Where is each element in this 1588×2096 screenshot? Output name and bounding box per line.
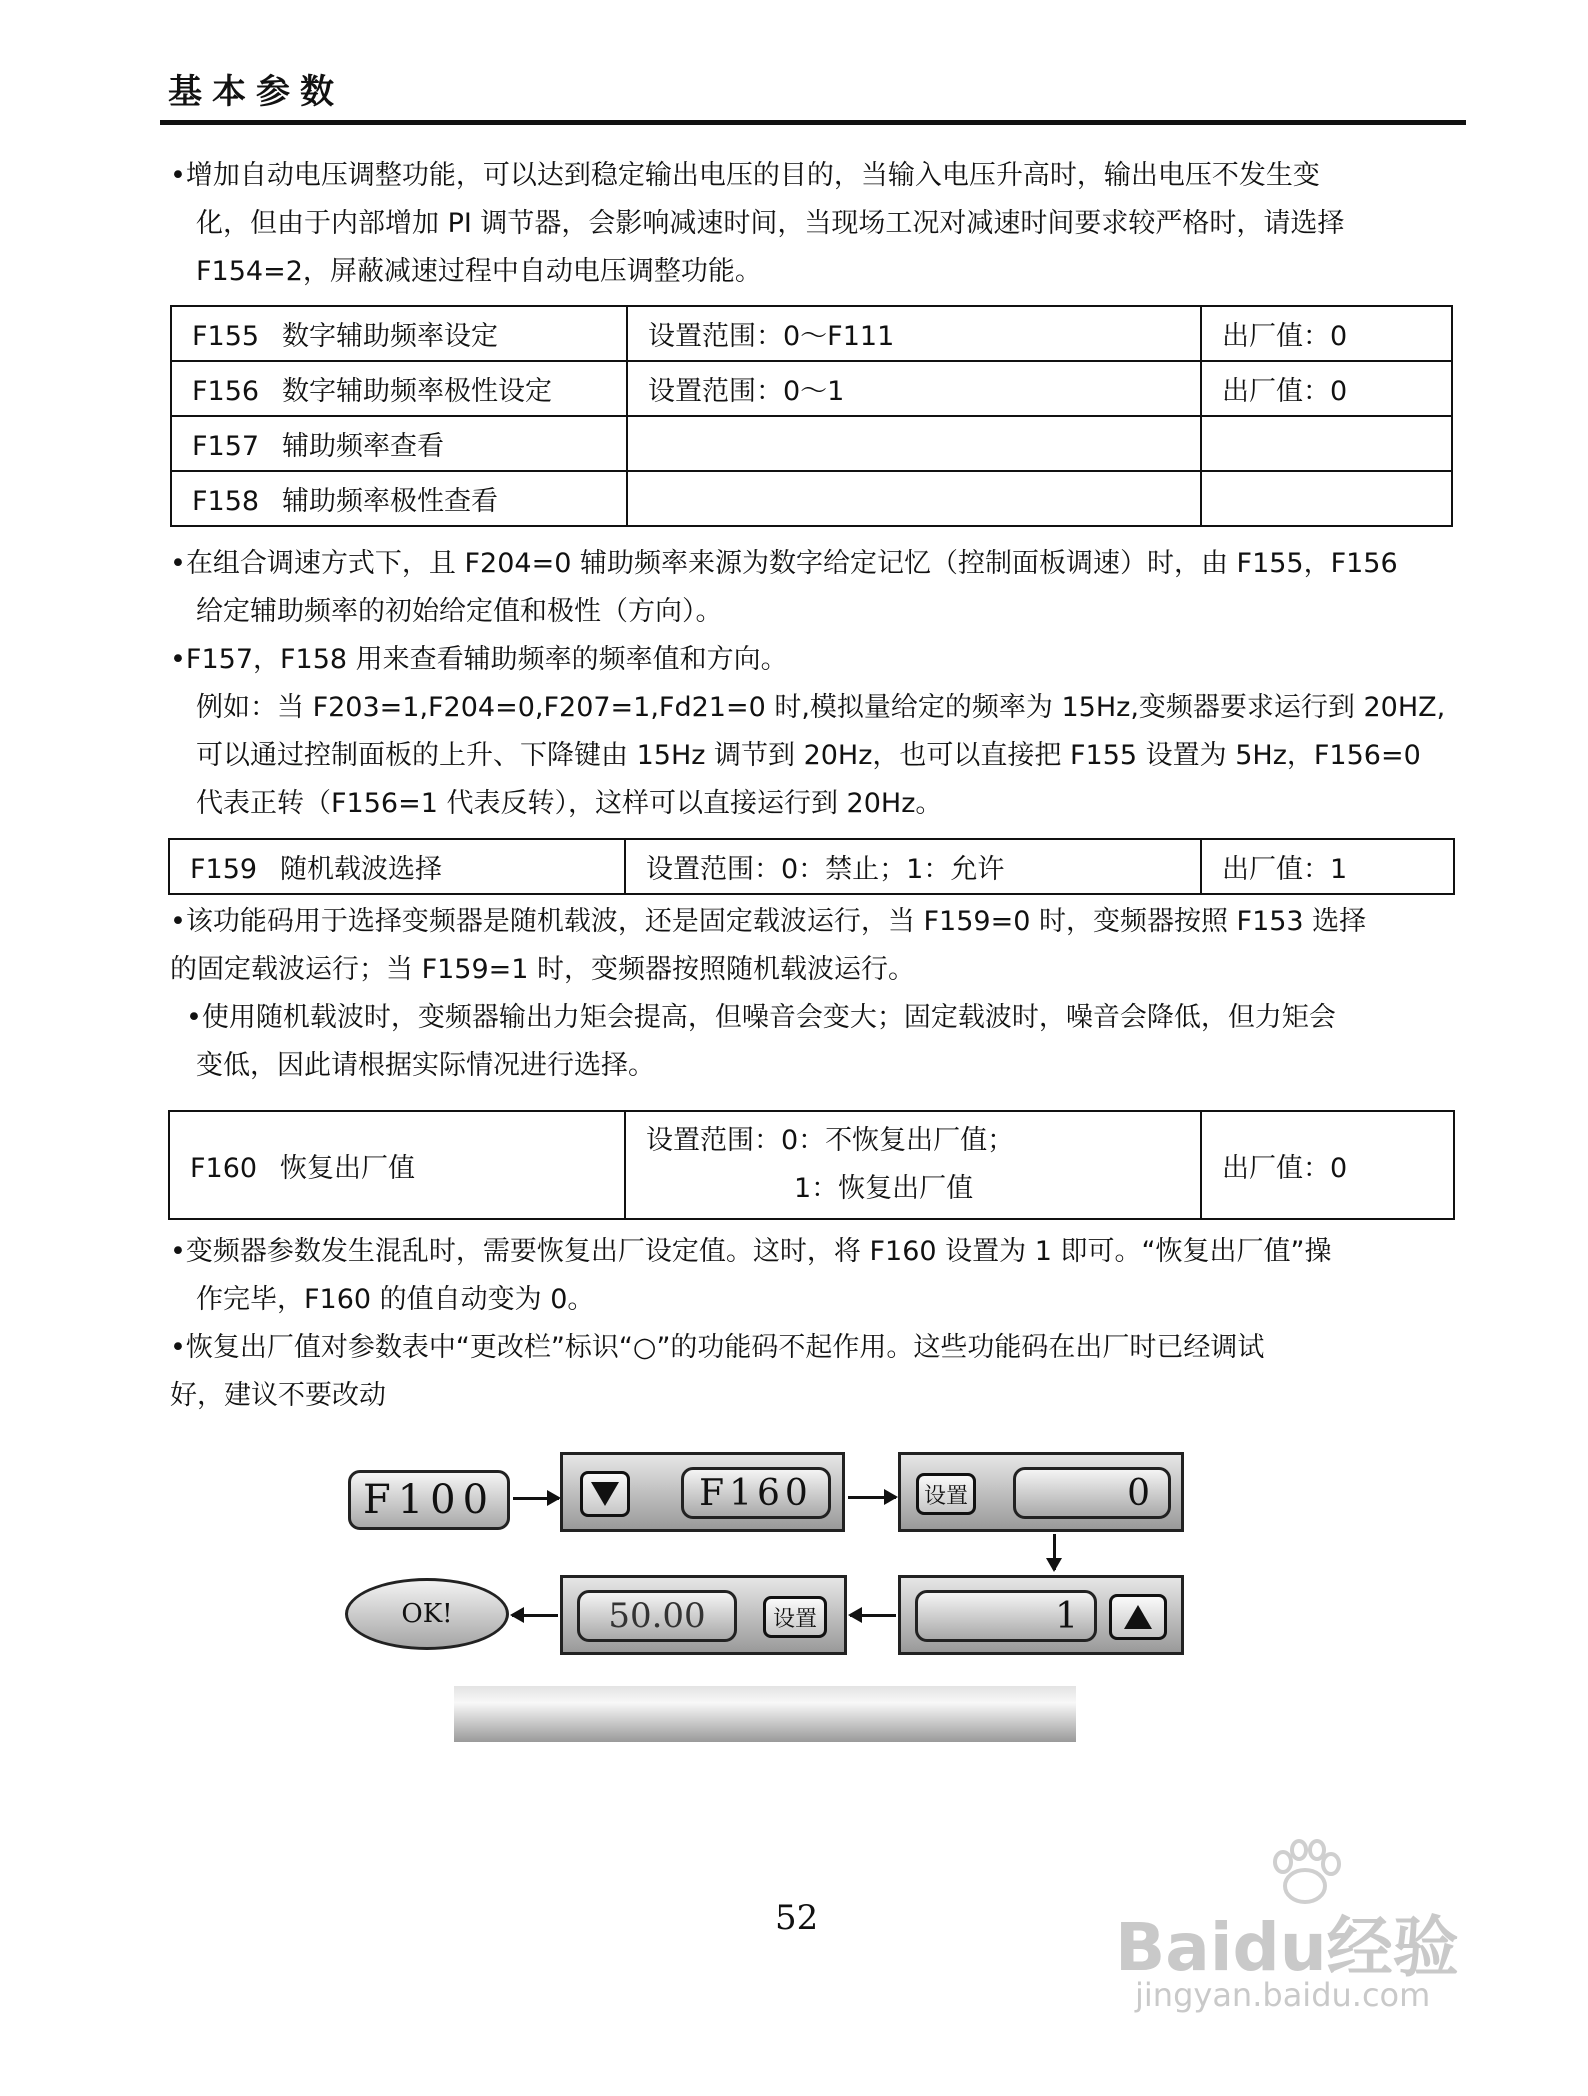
note-line: 作完毕，F160 的值自动变为 0。 [196,1284,595,1315]
flow-arrow-left [512,1614,558,1617]
param-name-cell [171,416,627,471]
step4-display: 50.00 [577,1590,737,1642]
param-table-f159 [168,838,1455,895]
note-line: •变频器参数发生混乱时，需要恢复出厂设定值。这时，将 F160 设置为 1 即可。“恢复出厂值”操 [170,1236,1332,1267]
param-range [627,471,1201,526]
page-number: 52 [775,1898,819,1938]
up-arrow-icon [1122,1603,1154,1631]
param-name: 辅助频率极性查看 [282,486,498,517]
up-key [1109,1594,1167,1640]
set-key: 设置 [916,1473,976,1515]
note-line: •使用随机载波时，变频器输出力矩会提高，但噪音会变大；固定载波时，噪音会降低，但力矩会 [186,1002,1336,1033]
param-name: 恢复出厂值 [280,1152,415,1184]
param-default: 出厂值：1 [1201,839,1454,894]
param-range [627,416,1201,471]
step3-panel [898,1575,1184,1655]
note-line: 例如：当 F203=1,F204=0,F207=1,Fd21=0 时,模拟量给定的频率为 15Hz,变频器要求运行到 20HZ, [196,692,1446,723]
step1-display: F160 [681,1467,831,1519]
param-code: F159 [190,854,258,885]
table-row [171,416,1452,471]
intro-line: •增加自动电压调整功能，可以达到稳定输出电压的目的，当输入电压升高时，输出电压不发生变 [170,160,1320,191]
table-row [171,471,1452,526]
note-line: 给定辅助频率的初始给定值和极性（方向）。 [196,596,723,627]
param-range-line: 设置范围：0：不恢复出厂值； [646,1125,1015,1156]
param-range-line: 1：恢复出厂值 [794,1173,974,1204]
param-range: 设置范围：0～1 [627,361,1201,416]
param-code: F160 [190,1152,258,1184]
param-code: F157 [192,431,260,462]
param-code: F158 [192,486,260,517]
note-line: •F157，F158 用来查看辅助频率的频率值和方向。 [170,644,788,675]
set-key: 设置 [763,1596,827,1638]
step2-panel [898,1452,1184,1532]
end-ok-label: OK! [345,1578,509,1650]
watermark-url: jingyan.baidu.com [1135,1976,1431,2014]
note-line: •该功能码用于选择变频器是随机载波，还是固定载波运行，当 F159=0 时，变频器按照 F153 选择 [170,906,1367,937]
param-code: F156 [192,376,260,407]
param-range: 设置范围：0～F111 [627,306,1201,361]
param-name: 数字辅助频率极性设定 [282,376,552,407]
flow-arrow-left [850,1614,896,1617]
down-arrow-icon [589,1480,621,1508]
note-line: 代表正转（F156=1 代表反转），这样可以直接运行到 20Hz。 [196,788,943,819]
param-default [1201,416,1452,471]
step3-display: 1 [915,1590,1097,1642]
note-line: 好，建议不要改动 [170,1380,386,1411]
note-line: •恢复出厂值对参数表中“更改栏”标识“○”的功能码不起作用。这些功能码在出厂时已经调试 [170,1332,1265,1363]
table-row [169,839,1454,894]
intro-line: 化，但由于内部增加 PI 调节器，会影响减速时间，当现场工况对减速时间要求较严格时，请选择 [196,208,1345,239]
param-name-cell [171,361,627,416]
param-default: 出厂值：0 [1201,361,1452,416]
param-default [1201,471,1452,526]
page-header-title: 基本参数 [168,72,344,112]
param-name: 数字辅助频率设定 [282,321,498,352]
param-name-cell [171,306,627,361]
param-code: F155 [192,321,260,352]
param-name-cell [171,471,627,526]
note-line: 变低，因此请根据实际情况进行选择。 [196,1050,655,1081]
flow-arrow-right [513,1497,559,1500]
table-row [171,361,1452,416]
param-range: 设置范围：0：禁止；1：允许 [625,839,1201,894]
param-name-cell [169,839,625,894]
note-line: 可以通过控制面板的上升、下降键由 15Hz 调节到 20Hz，也可以直接把 F155 设置为 5Hz，F156=0 [196,740,1421,771]
param-default: 出厂值：0 [1201,306,1452,361]
note-line: 的固定载波运行；当 F159=1 时，变频器按照随机载波运行。 [170,954,916,985]
notes-f155-f158 [170,540,1445,828]
param-table-f155-f158 [170,305,1453,527]
step4-panel [560,1575,847,1655]
watermark-brand: Baidu经验 [1115,1909,1459,1986]
step2-display: 0 [1013,1467,1171,1519]
table-row [171,306,1452,361]
param-name: 随机载波选择 [280,854,442,885]
notes-f159 [170,898,1366,1090]
header-rule [160,120,1466,125]
down-key [580,1471,630,1517]
param-default: 出厂值：0 [1201,1111,1454,1219]
param-name-cell [169,1111,625,1219]
decorative-bar [454,1686,1076,1742]
param-range-cell [625,1111,1201,1219]
start-display: F100 [348,1470,510,1530]
intro-line: F154=2，屏蔽减速过程中自动电压调整功能。 [196,256,762,287]
param-name: 辅助频率查看 [282,431,444,462]
param-table-f160 [168,1110,1455,1220]
flow-arrow-down [1053,1534,1056,1570]
flow-arrow-right [848,1496,896,1499]
table-row [169,1111,1454,1219]
note-line: •在组合调速方式下，且 F204=0 辅助频率来源为数字给定记忆（控制面板调速）时，由 F155，F156 [170,548,1398,579]
intro-paragraph [170,152,1344,296]
baidu-watermark [1115,1838,1535,2018]
notes-f160 [170,1228,1331,1420]
step1-panel [560,1452,845,1532]
